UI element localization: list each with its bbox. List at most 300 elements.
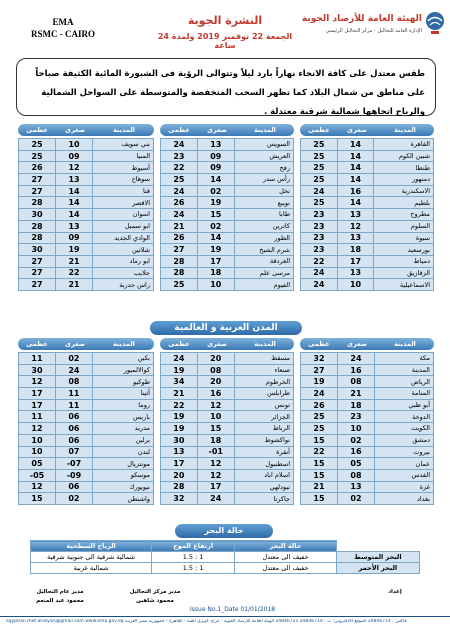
header-max: عظمى — [26, 340, 48, 348]
city-name-cell: أنقرة — [234, 446, 293, 458]
sea-state-value: خفيف الى معتدل — [235, 563, 337, 574]
header-max: عظمى — [168, 126, 190, 134]
max-temp-cell: 17 — [19, 399, 56, 411]
table-row — [19, 255, 154, 267]
city-name-cell: الطور — [234, 232, 293, 244]
min-temp-cell: 14 — [197, 232, 234, 244]
table-row — [161, 388, 294, 400]
max-temp-cell: 27 — [19, 255, 56, 267]
city-name-cell: الخرطوم — [234, 376, 293, 388]
min-temp-cell: 15 — [197, 209, 234, 221]
sea-label: البحر الأحمر — [336, 563, 419, 574]
min-temp-cell: 02 — [197, 220, 234, 232]
max-temp-cell: 10 — [19, 434, 56, 446]
sea-header-state: حالة البحر — [235, 541, 337, 552]
min-temp-cell: 14 — [56, 209, 93, 221]
city-name-cell: مونتريال — [92, 458, 153, 470]
table-row — [161, 481, 294, 493]
city-name-cell: تونس — [234, 399, 293, 411]
max-temp-cell: 24 — [301, 388, 338, 400]
ema-logo-icon — [424, 10, 446, 36]
table-row — [161, 279, 294, 291]
min-temp-cell: 14 — [337, 139, 374, 151]
table-row — [301, 353, 434, 365]
max-temp-cell: 26 — [301, 399, 338, 411]
table-row — [19, 174, 154, 186]
city-name-cell: بكين — [92, 353, 153, 365]
max-temp-cell: 26 — [19, 162, 56, 174]
max-temp-cell: 17 — [19, 388, 56, 400]
city-name-cell: شرم الشيخ — [234, 244, 293, 256]
max-temp-cell: 22 — [161, 162, 198, 174]
city-name-cell: باريس — [92, 411, 153, 423]
table-row — [301, 376, 434, 388]
max-temp-cell: 15 — [301, 469, 338, 481]
min-temp-cell: 07 — [55, 446, 92, 458]
arab-world-cities-title: المدن العربية و العالمية — [150, 321, 302, 335]
city-name-cell: الاسكندرية — [374, 185, 434, 197]
signature-center-director — [110, 588, 200, 606]
footer-divider — [0, 616, 450, 617]
max-temp-cell: 12 — [19, 481, 56, 493]
table-row — [19, 446, 154, 458]
min-temp-cell: 21 — [337, 388, 374, 400]
city-name-cell: الاسماعيلية — [374, 279, 434, 291]
max-temp-cell: 05 — [19, 458, 56, 470]
city-name-cell: دمشق — [374, 434, 433, 446]
max-temp-cell: 30 — [19, 209, 56, 221]
max-temp-cell: 13 — [161, 446, 198, 458]
city-name-cell: المنيا — [93, 150, 154, 162]
max-temp-cell: 32 — [301, 353, 338, 365]
max-temp-cell: 15 — [301, 458, 338, 470]
city-name-cell: الغردقة — [234, 255, 293, 267]
min-temp-cell: 21 — [56, 279, 93, 291]
bulletin-title: النشرة الجوية — [187, 14, 263, 27]
max-temp-cell: 22 — [301, 446, 338, 458]
table-row — [19, 493, 154, 505]
min-temp-cell: 02 — [55, 493, 92, 505]
min-temp-cell: 10 — [337, 279, 374, 291]
city-name-cell: راس حدربة — [93, 279, 154, 291]
max-temp-cell: 19 — [161, 364, 198, 376]
city-name-cell: حلايب — [93, 267, 154, 279]
table-row — [301, 493, 434, 505]
city-name-cell: نويبع — [234, 197, 293, 209]
max-temp-cell: 34 — [161, 376, 198, 388]
table-row — [301, 388, 434, 400]
table-row — [19, 388, 154, 400]
table-row — [161, 399, 294, 411]
table-row — [19, 232, 154, 244]
table-row — [161, 376, 294, 388]
max-temp-cell: 24 — [161, 209, 198, 221]
egypt-cities-table-mid — [160, 138, 294, 291]
max-temp-cell: 25 — [19, 139, 56, 151]
city-name-cell: واشنطن — [92, 493, 153, 505]
max-temp-cell: 25 — [301, 197, 338, 209]
min-temp-cell: 19 — [56, 244, 93, 256]
min-temp-cell: 14 — [337, 197, 374, 209]
general-director-name: محمود عبد المنعم — [36, 598, 84, 604]
city-name-cell: مدريد — [92, 423, 153, 435]
min-temp-cell: 24 — [197, 493, 234, 505]
min-temp-cell: 12 — [337, 220, 374, 232]
city-name-cell: كوالالمبور — [92, 364, 153, 376]
sea-header-wind: الرياح السطحية — [31, 541, 152, 552]
max-temp-cell: 23 — [161, 150, 198, 162]
city-name-cell: مسقط — [234, 353, 293, 365]
table-row — [161, 232, 294, 244]
table-row — [19, 423, 154, 435]
sea-wind-value: شمالية غربية — [31, 563, 152, 574]
table-row — [161, 244, 294, 256]
header-min: صغرى — [65, 340, 85, 348]
max-temp-cell: 25 — [19, 150, 56, 162]
max-temp-cell: 23 — [301, 244, 338, 256]
min-temp-cell: 12 — [197, 458, 234, 470]
city-name-cell: نواكشوط — [234, 434, 293, 446]
min-temp-cell: 09 — [197, 162, 234, 174]
city-name-cell: الوادي الجديد — [93, 232, 154, 244]
sea-waves-value: 1 : 1.5 — [152, 552, 235, 563]
sea-state-table — [30, 540, 420, 574]
table-row — [19, 209, 154, 221]
max-temp-cell: 24 — [161, 139, 198, 151]
city-name-cell: لندن — [92, 446, 153, 458]
max-temp-cell: 26 — [161, 232, 198, 244]
header-min: صغرى — [207, 126, 227, 134]
min-temp-cell: 08 — [197, 364, 234, 376]
header-city: المدينة — [394, 126, 416, 134]
max-temp-cell: 17 — [161, 458, 198, 470]
min-temp-cell: 16 — [337, 185, 374, 197]
table-header-egypt-mid — [160, 124, 294, 136]
signature-prepared — [370, 588, 420, 597]
table-row — [161, 364, 294, 376]
table-row — [301, 174, 434, 186]
city-name-cell: المنامة — [374, 388, 433, 400]
sea-header-waves: ارتفاع الموج — [152, 541, 235, 552]
city-name-cell: اسلام اباد — [234, 469, 293, 481]
city-name-cell: عمان — [374, 458, 433, 470]
table-row — [161, 469, 294, 481]
min-temp-cell: 06 — [55, 411, 92, 423]
table-row — [161, 434, 294, 446]
max-temp-cell: 28 — [19, 220, 56, 232]
city-name-cell: ابو سمبل — [93, 220, 154, 232]
city-name-cell: طوكيو — [92, 376, 153, 388]
city-name-cell: مرسى علم — [234, 267, 293, 279]
max-temp-cell: 24 — [301, 267, 338, 279]
min-temp-cell: 22 — [56, 267, 93, 279]
min-temp-cell: 14 — [337, 150, 374, 162]
sea-row-red-sea — [31, 563, 420, 574]
table-row — [161, 220, 294, 232]
max-temp-cell: 25 — [301, 411, 338, 423]
max-temp-cell: 25 — [301, 150, 338, 162]
sea-waves-value: 1 : 1.5 — [152, 563, 235, 574]
min-temp-cell: 21 — [56, 255, 93, 267]
city-name-cell: نيويورك — [92, 481, 153, 493]
max-temp-cell: 25 — [301, 162, 338, 174]
table-row — [19, 185, 154, 197]
max-temp-cell: 25 — [161, 174, 198, 186]
authority-name: الهيئة العامة للأرصاد الجوية — [301, 14, 422, 24]
table-row — [19, 434, 154, 446]
min-temp-cell: 13 — [56, 220, 93, 232]
city-name-cell: مطروح — [374, 209, 434, 221]
table-row — [301, 139, 434, 151]
table-row — [301, 458, 434, 470]
city-name-cell: بلطيم — [374, 197, 434, 209]
min-temp-cell: 18 — [197, 434, 234, 446]
max-temp-cell: 25 — [161, 279, 198, 291]
min-temp-cell: 15 — [197, 423, 234, 435]
city-name-cell: العريش — [234, 150, 293, 162]
max-temp-cell: 23 — [301, 220, 338, 232]
header-max: عظمى — [308, 340, 330, 348]
min-temp-cell: -01 — [197, 446, 234, 458]
max-temp-cell: 28 — [161, 255, 198, 267]
min-temp-cell: 14 — [337, 174, 374, 186]
city-name-cell: أسيوط — [93, 162, 154, 174]
min-temp-cell: 16 — [337, 364, 374, 376]
min-temp-cell: 09 — [197, 150, 234, 162]
city-name-cell: السويس — [234, 139, 293, 151]
max-temp-cell: 23 — [301, 232, 338, 244]
city-name-cell: الرباط — [234, 423, 293, 435]
city-name-cell: السلوم — [374, 220, 434, 232]
max-temp-cell: 24 — [301, 279, 338, 291]
max-temp-cell: 30 — [19, 244, 56, 256]
city-name-cell: كاترين — [234, 220, 293, 232]
prepared-label: إعداد — [388, 589, 402, 595]
egypt-cities-table-left — [18, 138, 154, 291]
max-temp-cell: 19 — [161, 411, 198, 423]
max-temp-cell: 27 — [19, 185, 56, 197]
min-temp-cell: 11 — [55, 388, 92, 400]
min-temp-cell: 13 — [56, 174, 93, 186]
general-director-title: مدير عام التحاليل — [36, 589, 84, 595]
max-temp-cell: 15 — [19, 493, 56, 505]
max-temp-cell: 22 — [301, 255, 338, 267]
table-row — [19, 399, 154, 411]
min-temp-cell: 19 — [197, 244, 234, 256]
city-name-cell: أبو ظبي — [374, 399, 433, 411]
min-temp-cell: 12 — [56, 162, 93, 174]
table-row — [301, 220, 434, 232]
max-temp-cell: 32 — [161, 493, 198, 505]
sea-label: البحر المتوسط — [336, 552, 419, 563]
min-temp-cell: 20 — [197, 353, 234, 365]
table-row — [161, 185, 294, 197]
min-temp-cell: -09 — [55, 469, 92, 481]
min-temp-cell: 16 — [197, 388, 234, 400]
city-name-cell: دمنهور — [374, 174, 434, 186]
city-name-cell: صنعاء — [234, 364, 293, 376]
city-name-cell: برلين — [92, 434, 153, 446]
min-temp-cell: 12 — [197, 469, 234, 481]
header-min: صغرى — [207, 340, 227, 348]
min-temp-cell: 08 — [337, 376, 374, 388]
min-temp-cell: 10 — [197, 411, 234, 423]
table-row — [161, 197, 294, 209]
city-name-cell: بيروت — [374, 446, 433, 458]
table-header-world-right — [300, 338, 434, 350]
city-name-cell: الدوحة — [374, 411, 433, 423]
min-temp-cell: 17 — [197, 255, 234, 267]
max-temp-cell: 21 — [161, 220, 198, 232]
sea-header-row — [31, 541, 420, 552]
min-temp-cell: 17 — [197, 481, 234, 493]
city-name-cell: الفيوم — [234, 279, 293, 291]
city-name-cell: بغداد — [374, 493, 433, 505]
table-row — [301, 364, 434, 376]
header-min: صغرى — [347, 340, 367, 348]
table-row — [161, 267, 294, 279]
table-row — [301, 279, 434, 291]
issue-number: Issue No.1_Date 01/01/2018 — [190, 606, 276, 613]
city-name-cell: المدينة — [374, 364, 433, 376]
min-temp-cell: 24 — [337, 353, 374, 365]
ema-label — [28, 16, 98, 40]
table-row — [161, 150, 294, 162]
min-temp-cell: 11 — [55, 399, 92, 411]
min-temp-cell: 05 — [337, 458, 374, 470]
table-row — [301, 232, 434, 244]
max-temp-cell: 19 — [301, 376, 338, 388]
city-name-cell: غزة — [374, 481, 433, 493]
city-name-cell: اسطنبول — [234, 458, 293, 470]
rsmc-text: RSMC - CAIRO — [31, 29, 95, 39]
sea-state-value: خفيف الى معتدل — [235, 552, 337, 563]
max-temp-cell: 27 — [301, 364, 338, 376]
city-name-cell: القاهرة — [374, 139, 434, 151]
egypt-cities-table-right — [300, 138, 434, 291]
min-temp-cell: 02 — [55, 353, 92, 365]
table-row — [301, 411, 434, 423]
max-temp-cell: 28 — [19, 197, 56, 209]
city-name-cell: مكة — [374, 353, 433, 365]
min-temp-cell: 13 — [337, 209, 374, 221]
max-temp-cell: 12 — [19, 376, 56, 388]
table-row — [19, 244, 154, 256]
max-temp-cell: 27 — [19, 279, 56, 291]
header-city: المدينة — [254, 340, 276, 348]
table-row — [19, 139, 154, 151]
city-name-cell: القدس — [374, 469, 433, 481]
sea-wind-value: شمالية شرقية الى جنوبية شرقية — [31, 552, 152, 563]
table-row — [19, 411, 154, 423]
sea-row-mediterranean — [31, 552, 420, 563]
city-name-cell: سوهاج — [93, 174, 154, 186]
max-temp-cell: 21 — [161, 388, 198, 400]
table-row — [161, 162, 294, 174]
table-row — [301, 423, 434, 435]
table-row — [19, 458, 154, 470]
city-name-cell: جاكرتا — [234, 493, 293, 505]
signature-general-director — [20, 588, 100, 606]
table-row — [301, 399, 434, 411]
header-max: عظمى — [308, 126, 330, 134]
max-temp-cell: 25 — [301, 174, 338, 186]
max-temp-cell: 28 — [161, 267, 198, 279]
footer-contact: egyptian.met.analysis@gmail.com www.ema.gov.eg فاكس : 24846714 الموقع الالكتروني: ت : 24846719 24846721 الهيئة العامة للأرصاد الجوية - أبراج كوبري القبة - القاهرة - جمهورية مصر العربية — [6, 619, 407, 624]
city-name-cell: نيودلهي — [234, 481, 293, 493]
table-row — [161, 255, 294, 267]
min-temp-cell: 02 — [197, 185, 234, 197]
min-temp-cell: 10 — [56, 139, 93, 151]
table-row — [301, 255, 434, 267]
min-temp-cell: 13 — [197, 139, 234, 151]
min-temp-cell: 09 — [56, 232, 93, 244]
city-name-cell: شبين الكوم — [374, 150, 434, 162]
min-temp-cell: 18 — [337, 399, 374, 411]
header-city: المدينة — [254, 126, 276, 134]
max-temp-cell: 23 — [301, 209, 338, 221]
min-temp-cell: -07 — [55, 458, 92, 470]
header-max: عظمى — [26, 126, 48, 134]
max-temp-cell: 30 — [19, 364, 56, 376]
table-row — [161, 209, 294, 221]
table-row — [19, 353, 154, 365]
table-row — [301, 209, 434, 221]
table-header-egypt-left — [18, 124, 154, 136]
city-name-cell: موسكو — [92, 469, 153, 481]
table-row — [161, 458, 294, 470]
table-row — [19, 267, 154, 279]
table-row — [301, 469, 434, 481]
center-director-name: محمود شاهين — [136, 598, 174, 604]
min-temp-cell: 08 — [337, 469, 374, 481]
max-temp-cell: 25 — [301, 139, 338, 151]
max-temp-cell: 12 — [19, 423, 56, 435]
min-temp-cell: 14 — [56, 197, 93, 209]
min-temp-cell: 06 — [55, 423, 92, 435]
ema-text: EMA — [52, 17, 74, 27]
sea-header-blank — [336, 541, 419, 552]
min-temp-cell: 10 — [337, 423, 374, 435]
authority-subtitle: الإدارة العامة للتحاليل - مركز التحاليل الرئيسي — [325, 28, 422, 34]
min-temp-cell: 17 — [337, 255, 374, 267]
city-name-cell: رأس سدر — [234, 174, 293, 186]
max-temp-cell: 11 — [19, 411, 56, 423]
table-row — [161, 423, 294, 435]
min-temp-cell: 13 — [337, 232, 374, 244]
city-name-cell: سيوة — [374, 232, 434, 244]
city-name-cell: الجزائر — [234, 411, 293, 423]
min-temp-cell: 02 — [337, 434, 374, 446]
city-name-cell: رفح — [234, 162, 293, 174]
table-row — [301, 244, 434, 256]
city-name-cell: طابا — [234, 209, 293, 221]
min-temp-cell: 14 — [337, 162, 374, 174]
table-row — [161, 446, 294, 458]
city-name-cell: دمياط — [374, 255, 434, 267]
table-row — [19, 469, 154, 481]
table-row — [301, 150, 434, 162]
min-temp-cell: 16 — [337, 446, 374, 458]
table-row — [301, 162, 434, 174]
min-temp-cell: 18 — [197, 267, 234, 279]
table-row — [19, 220, 154, 232]
world-cities-table-mid — [160, 352, 294, 505]
table-row — [301, 434, 434, 446]
header-min: صغرى — [65, 126, 85, 134]
table-header-world-mid — [160, 338, 294, 350]
min-temp-cell: 10 — [197, 279, 234, 291]
